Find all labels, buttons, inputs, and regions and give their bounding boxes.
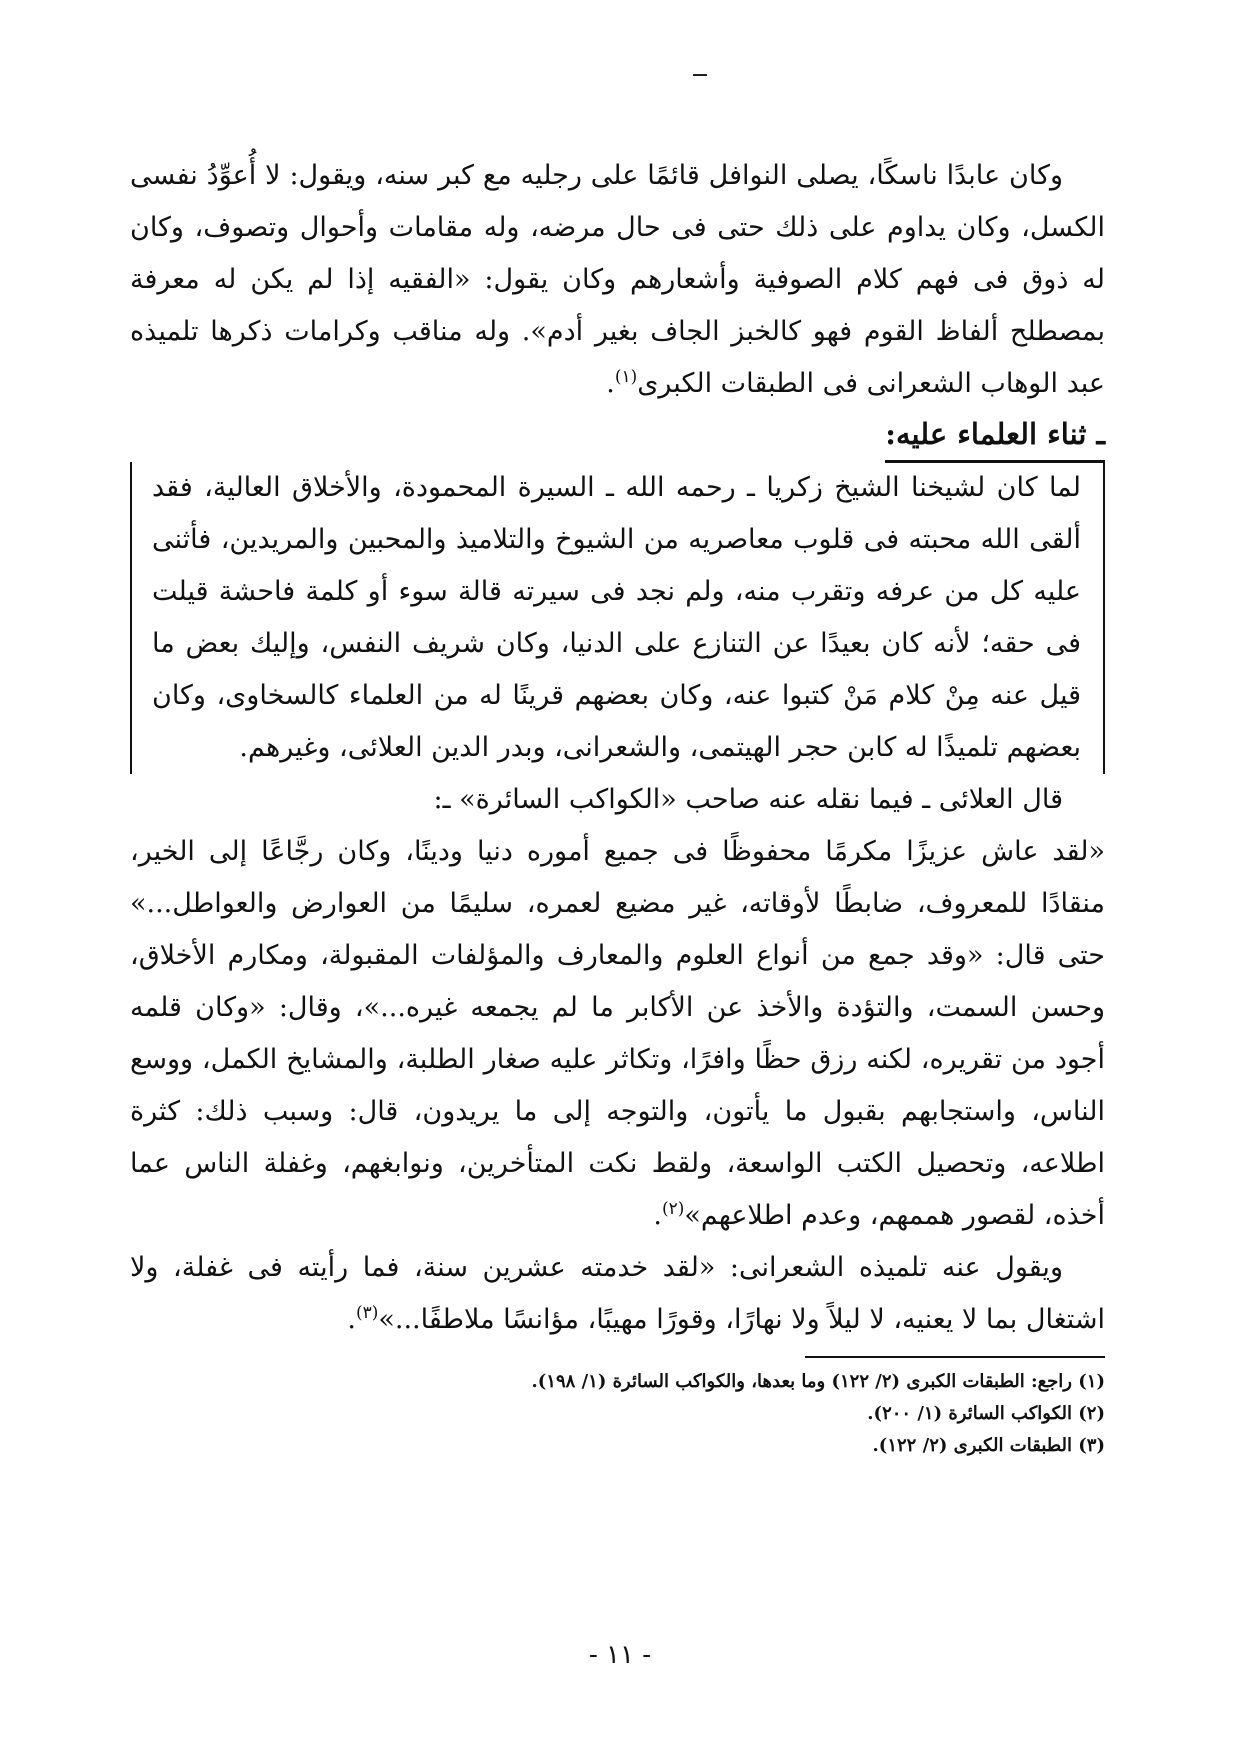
intro-paragraph bbox=[130, 150, 1105, 410]
boxed-section bbox=[130, 462, 1105, 774]
alai-quote-end: . bbox=[653, 1200, 662, 1231]
alai-quote-text: «لقد عاش عزيزًا مكرمًا محفوظًا فى جميع أموره دنيا ودينًا، وكان رجَّاعًا إلى الخير، منقادًا للمعروف، ضابطًا لأوقاته، غير مضيع لعمره، سليمًا من العوارض والعواطل...» حتى قال: «وقد جمع من أنواع العلوم والمعارف والمؤلفات المقبولة، ومكارم الأخلاق، وحسن السمت، والتؤدة والأخذ عن الأكابر ما لم يجمعه غيره...»، وقال: «وكان قلمه أجود من تقريره، لكنه رزق حظًا وافرًا، وتكاثر عليه صغار الطلبة، والمشايخ الكمل، ووسع الناس، واستجابهم بقبول ما يأتون، والتوجه إلى ما يريدون، قال: وسبب ذلك: كثرة اطلاعه، وتحصيل الكتب الواسعة، ولقط نكت المتأخرين، ونوابغهم، وغفلة الناس عما أخذه، لقصور هممهم، وعدم اطلاعهم» bbox=[130, 836, 1105, 1231]
footnote-ref-1[interactable]: (١) bbox=[614, 367, 638, 387]
intro-paragraph-text: وكان عابدًا ناسكًا، يصلى النوافل قائمًا على رجليه مع كبر سنه، ويقول: لا أُعوِّدُ نفسى الكسل، وكان يداوم على ذلك حتى فى حال مرضه، وله مقامات وأحوال وتصوف، وكان له ذوق فى فهم كلام الصوفية وأشعارهم وكان يقول: «الفقيه إذا لم يكن له معرفة بمصطلح ألفاظ القوم فهو كالخبز الجاف بغير أدم». وله مناقب وكرامات ذكرها تلميذه عبد الوهاب الشعرانى فى الطبقات الكبرى bbox=[130, 160, 1105, 399]
page-content bbox=[130, 150, 1105, 1462]
footnote-divider bbox=[805, 1356, 1105, 1358]
footnote-2: (٢) الكواكب السائرة (١/ ٢٠٠). bbox=[867, 1403, 1105, 1424]
shaarani-quote-end: . bbox=[347, 1304, 356, 1335]
intro-paragraph-end: . bbox=[606, 368, 615, 399]
page-number: - ١١ - bbox=[588, 1640, 652, 1670]
alai-quote-paragraph bbox=[130, 826, 1105, 1242]
scholars-praise-paragraph: لما كان لشيخنا الشيخ زكريا ـ رحمه الله ـ السيرة المحمودة، والأخلاق العالية، فقد ألقى الله محبته فى قلوب معاصريه من الشيوخ والتلاميذ والمحبين والمريدين، فأثنى عليه كل من عرفه وتقرب منه، ولم نجد فى سيرته قالة سوء أو كلمة فاحشة قيلت فى حقه؛ لأنه كان بعيدًا عن التنازع على الدنيا، وكان شريف النفس، وإليك بعض ما قيل عنه مِنْ كلام مَنْ كتبوا عنه، وكان بعضهم قرينًا له من العلماء كالسخاوى، وكان بعضهم تلميذًا له كابن حجر الهيتمى، والشعرانى، وبدر الدين العلائى، وغيرهم. bbox=[152, 472, 1082, 763]
footnote-ref-3[interactable]: (٣) bbox=[355, 1303, 379, 1323]
footnote-3: (٣) الطبقات الكبرى (٢/ ١٢٢). bbox=[872, 1435, 1105, 1456]
footnote-ref-2[interactable]: (٢) bbox=[661, 1199, 685, 1219]
section-heading-row bbox=[130, 410, 1105, 462]
quote-intro: قال العلائى ـ فيما نقله عنه صاحب «الكواكب السائرة» ـ: bbox=[433, 784, 1063, 815]
footnote-1: (١) راجع: الطبقات الكبرى (٢/ ١٢٢) وما بعدها، والكواكب السائرة (١/ ١٩٨). bbox=[531, 1371, 1105, 1392]
shaarani-quote-text: ويقول عنه تلميذه الشعرانى: «لقد خدمته عشرين سنة، فما رأيته فى غفلة، ولا اشتغال بما لا يعنيه، لا ليلاً ولا نهارًا، وقورًا مهيبًا، مؤانسًا ملاطفًا...» bbox=[130, 1252, 1105, 1335]
footnotes-list bbox=[130, 1366, 1105, 1462]
section-heading: ـ ثناء العلماء عليه: bbox=[885, 410, 1105, 463]
top-margin-mark bbox=[693, 74, 707, 76]
shaarani-quote-paragraph bbox=[130, 1242, 1105, 1346]
